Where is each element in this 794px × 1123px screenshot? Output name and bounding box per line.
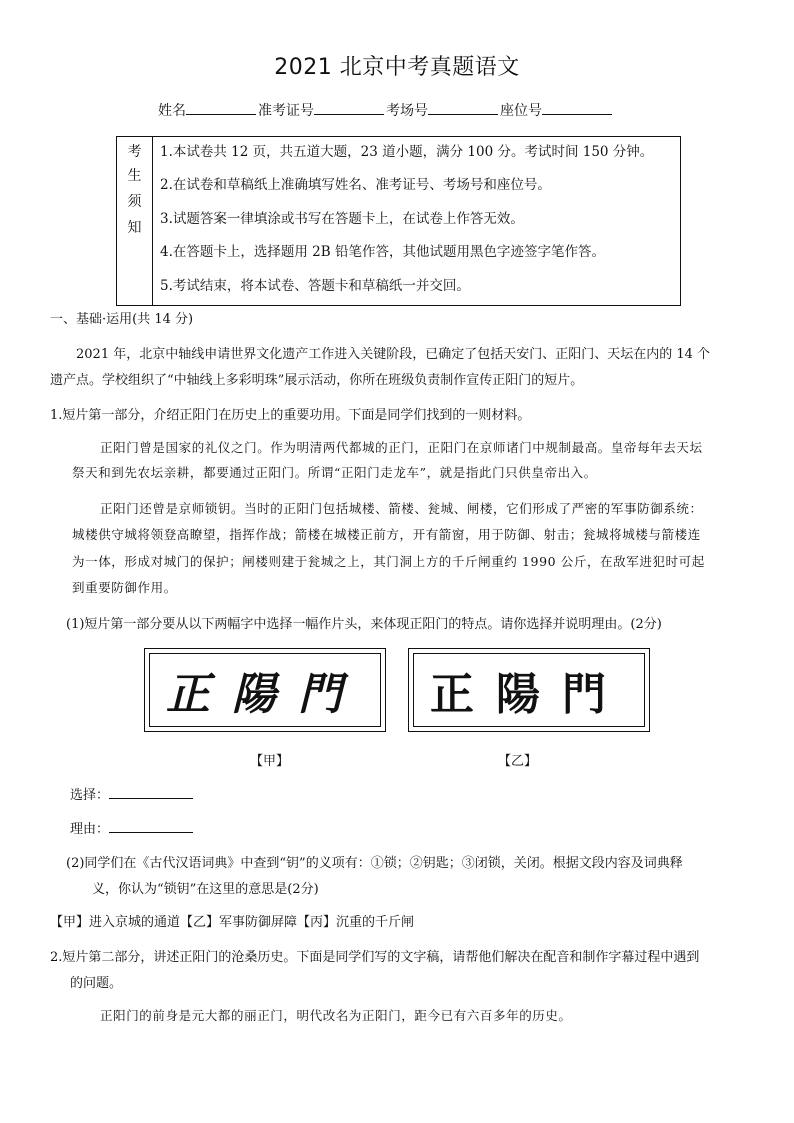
calligraphy-yi-image xyxy=(408,648,650,732)
material-line: 正阳门曾是国家的礼仪之门。作为明清两代都城的正门，正阳门在京师诸门中规制最高。皇帝每年去天坛 xyxy=(100,440,703,455)
notice-side-char: 须 xyxy=(127,194,142,210)
notice-item: 3.试题答案一律填涂或书写在答题卡上，在试卷上作答无效。 xyxy=(160,211,524,227)
question-1-2-line: 义，你认为“锁钥”在这里的意思是(2分) xyxy=(92,882,319,897)
calligraphy-jia-label: 【甲】 xyxy=(250,754,290,769)
exam-no-label: 准考证号 xyxy=(258,103,314,119)
notice-item: 1.本试卷共 12 页，共五道大题，23 道小题，满分 100 分。考试时间 150 分钟。 xyxy=(160,144,654,160)
calligraphy-yi-label: 【乙】 xyxy=(498,754,538,769)
notice-side-char: 生 xyxy=(127,168,142,184)
answer-options: 【甲】进入京城的通道【乙】军事防御屏障【丙】沉重的千斤闸 xyxy=(50,915,415,930)
notice-item: 2.在试卷和草稿纸上准确填写姓名、准考证号、考场号和座位号。 xyxy=(160,177,551,193)
question-1-2-line: (2)同学们在《古代汉语词典》中查到“钥”的义项有：①锁；②钥匙；③闭锁，关闭。根据文段内容及词典释 xyxy=(66,856,683,871)
room-blank[interactable] xyxy=(428,100,498,115)
seat-blank[interactable] xyxy=(542,100,612,115)
material-line: 为一体，形成对城门的保护；闸楼则建于瓮城之上，其门洞上方的千斤闸重约 1990 公斤，在敌军进犯时可起 xyxy=(72,554,705,569)
choice-blank[interactable] xyxy=(109,785,193,799)
reason-label: 理由： xyxy=(70,822,110,837)
material-line: 到重要防御作用。 xyxy=(72,580,177,595)
notice-side-char: 考 xyxy=(127,144,142,160)
room-label: 考场号 xyxy=(386,103,428,119)
notice-side-header xyxy=(117,137,153,305)
question-2-line: 的问题。 xyxy=(70,976,123,991)
reason-row xyxy=(70,818,193,837)
exam-notice-box xyxy=(116,136,681,306)
calligraphy-jia-image xyxy=(144,648,386,732)
calligraphy-jia-text: 正陽門 xyxy=(149,653,381,727)
material-line: 正阳门还曾是京师锁钥。当时的正阳门包括城楼、箭楼、瓮城、闸楼，它们形成了严密的军事防御系统： xyxy=(100,501,703,516)
intro-line: 遗产点。学校组织了“中轴线上多彩明珠”展示活动，你所在班级负责制作宣传正阳门的短片。 xyxy=(50,373,584,388)
choice-row xyxy=(70,784,193,803)
draft-text: 正阳门的前身是元大都的丽正门，明代改名为正阳门，距今已有六百多年的历史。 xyxy=(100,1008,572,1023)
exam-no-blank[interactable] xyxy=(314,100,384,115)
calligraphy-yi-text: 正陽門 xyxy=(413,653,645,727)
choice-label: 选择： xyxy=(70,788,110,803)
reason-blank[interactable] xyxy=(109,819,193,833)
material-line: 祭天和到先农坛亲耕，都要通过正阳门。所谓“正阳门走龙车”，就是指此门只供皇帝出入。 xyxy=(72,465,597,480)
notice-item: 5.考试结束，将本试卷、答题卡和草稿纸一并交回。 xyxy=(160,278,470,294)
seat-label: 座位号 xyxy=(500,103,542,119)
name-label: 姓名 xyxy=(158,103,186,119)
question-1: 1.短片第一部分，介绍正阳门在历史上的重要功用。下面是同学们找到的一则材料。 xyxy=(50,408,531,423)
page-title: 2021 北京中考真题语文 xyxy=(274,55,520,80)
question-1-1: (1)短片第一部分要从以下两幅字中选择一幅作片头，来体现正阳门的特点。请你选择并说明理由。(2分) xyxy=(66,617,662,632)
material-line: 城楼供守城将领登高瞭望，指挥作战；箭楼在城楼正前方，开有箭窗，用于防御、射击；瓮城将城楼与箭楼连 xyxy=(72,527,701,542)
question-2-line: 2.短片第二部分，讲述正阳门的沧桑历史。下面是同学们写的文字稿，请帮他们解决在配音和制作字幕过程中遇到 xyxy=(50,950,700,965)
intro-line: 2021 年，北京中轴线申请世界文化遗产工作进入关键阶段，已确定了包括天安门、正阳门、天坛在内的 14 个 xyxy=(76,347,711,362)
name-blank[interactable] xyxy=(186,100,256,115)
notice-side-char: 知 xyxy=(127,220,142,236)
notice-item: 4.在答题卡上，选择题用 2B 铅笔作答，其他试题用黑色字迹签字笔作答。 xyxy=(160,244,605,260)
candidate-info-row xyxy=(158,100,614,120)
section-heading: 一、基础·运用(共 14 分) xyxy=(50,312,194,327)
